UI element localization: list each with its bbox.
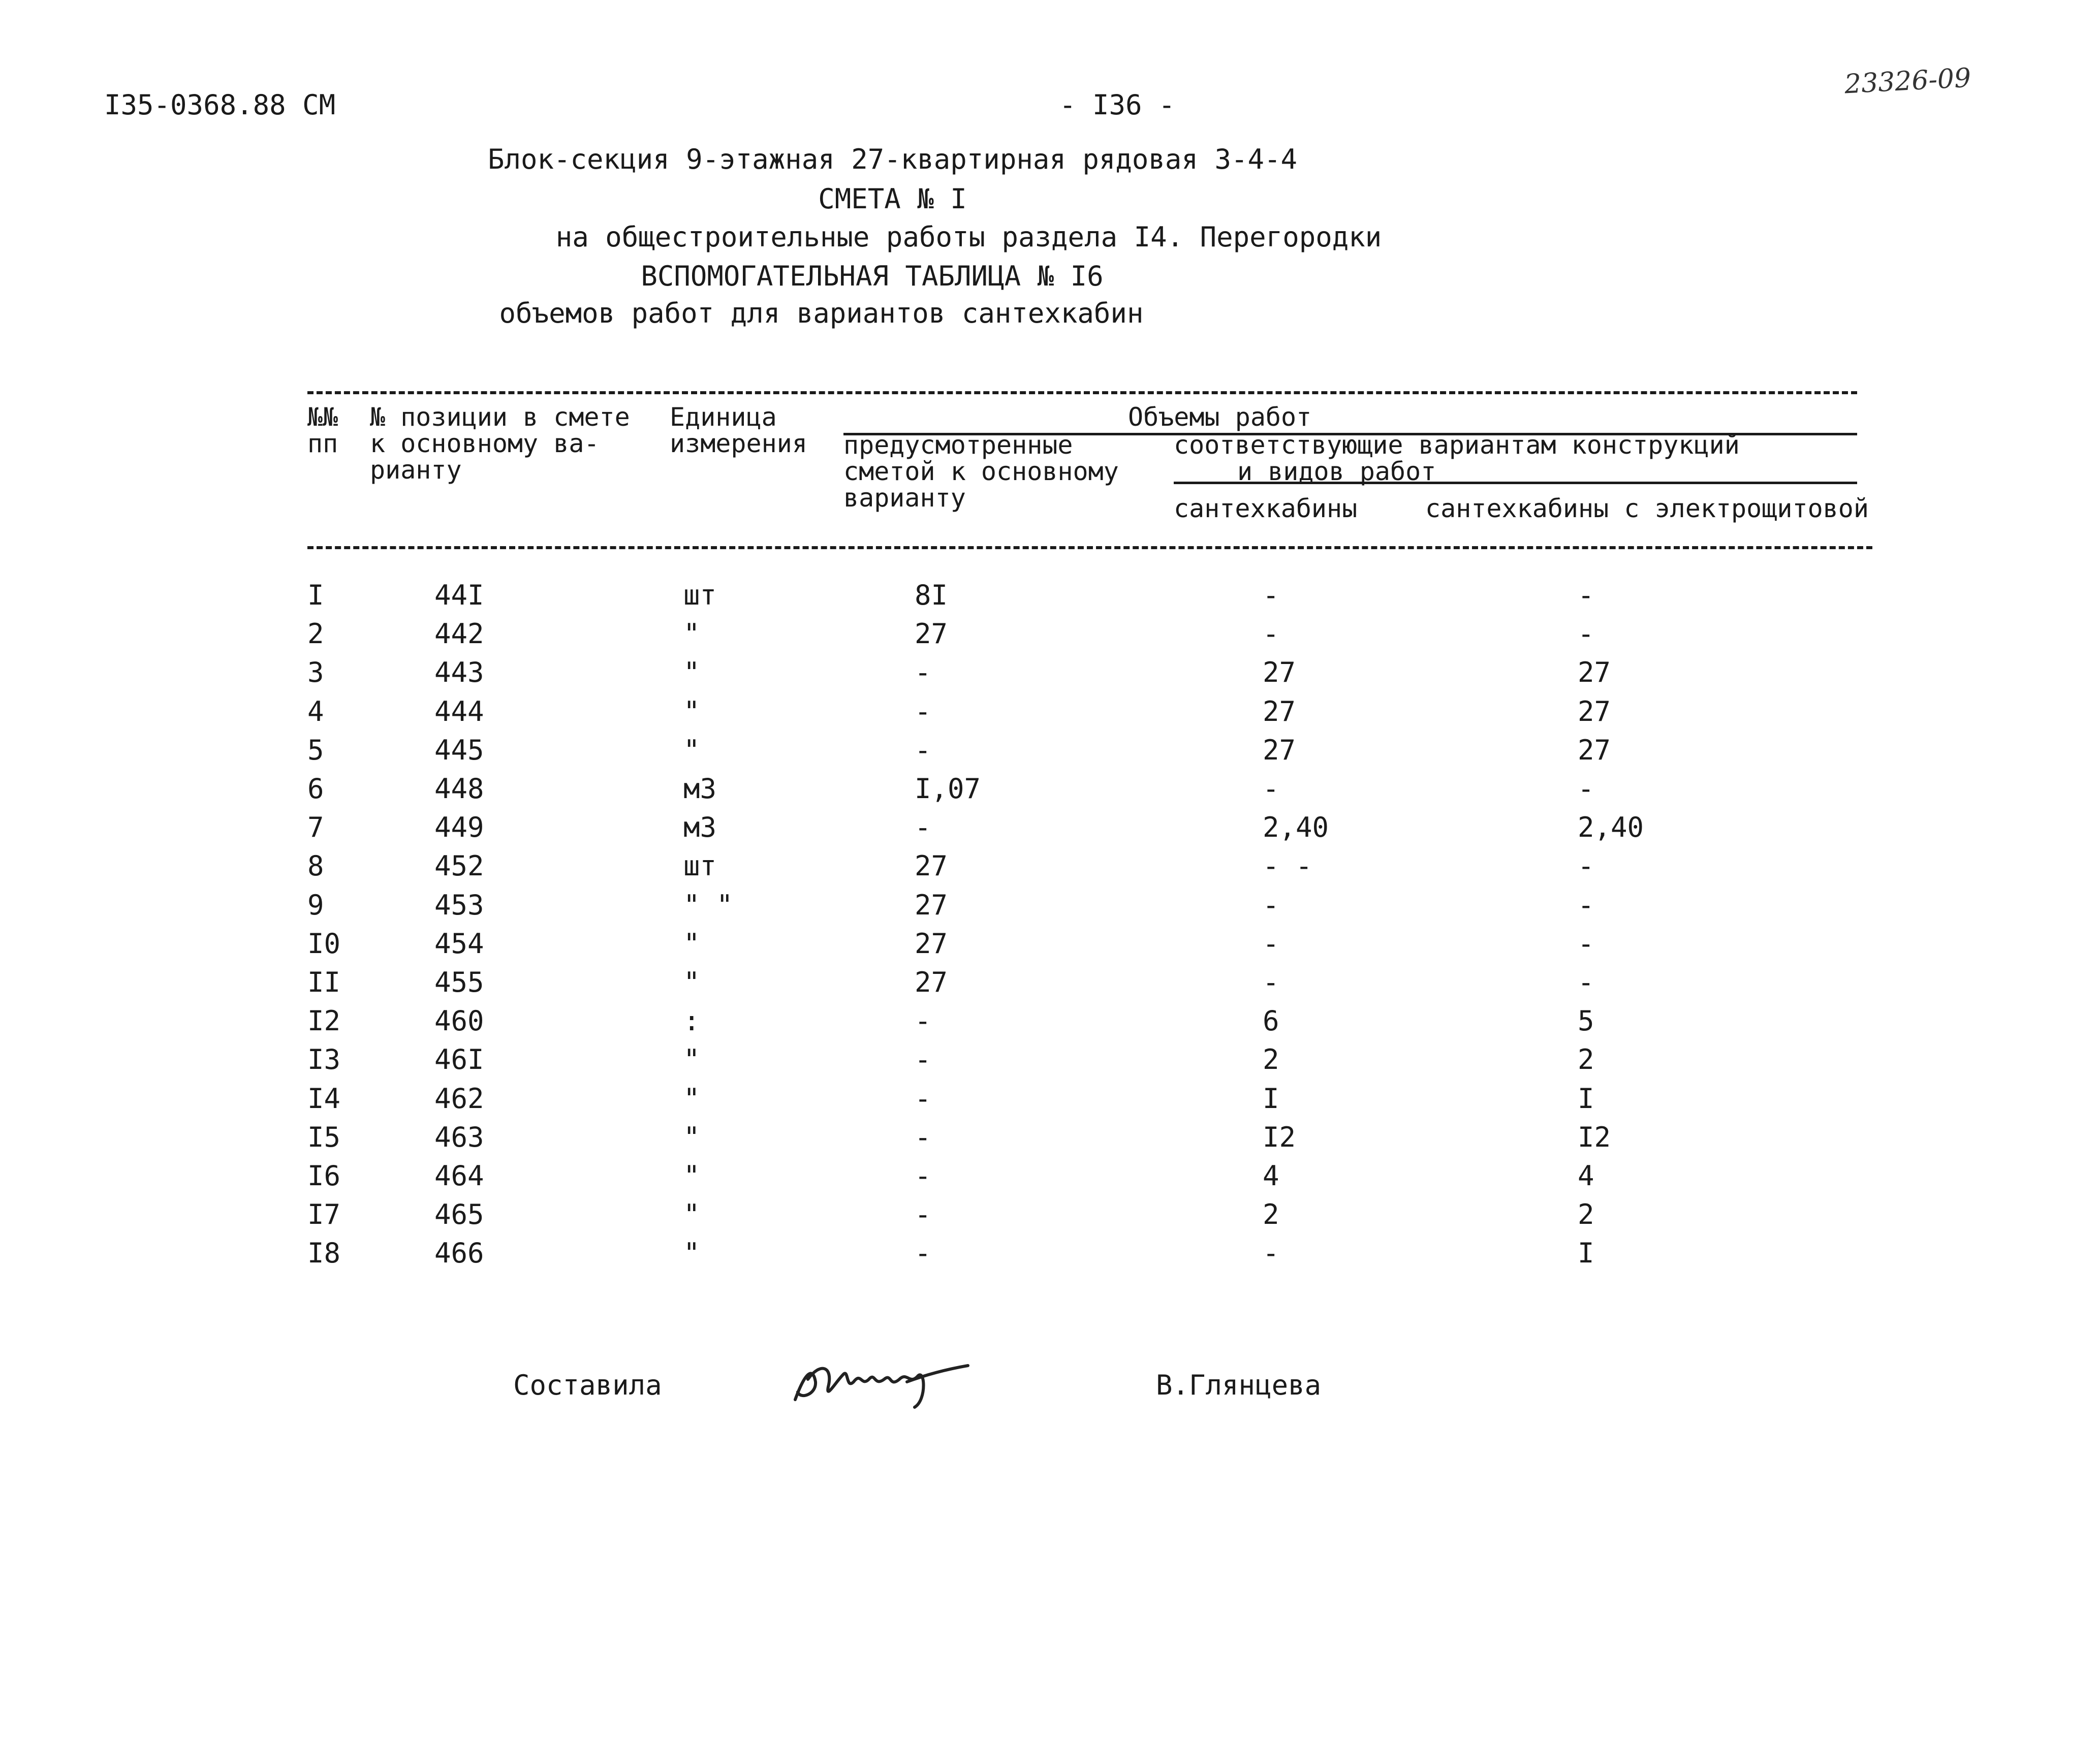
row-number: I8	[307, 1237, 341, 1270]
page-number: - I36 -	[1059, 89, 1175, 121]
table-header-bottom-rule	[307, 546, 1872, 549]
row-number: I5	[307, 1121, 341, 1153]
row-variant-cabins-electric: -	[1578, 889, 1594, 921]
row-base-volume: -	[915, 1160, 931, 1192]
header-position: № позиции в смете к основному ва- рианту	[370, 402, 630, 485]
row-base-volume: -	[915, 1198, 931, 1231]
row-variant-cabins: -	[1263, 927, 1279, 960]
row-base-volume: -	[915, 695, 931, 727]
row-number: 3	[307, 656, 324, 689]
row-unit: "	[683, 1121, 700, 1153]
header-unit: Единица измерения	[670, 402, 807, 458]
row-unit: " "	[683, 889, 733, 921]
row-variant-cabins: -	[1263, 773, 1279, 805]
table-row	[0, 734, 2100, 773]
row-unit: шт	[683, 850, 717, 882]
row-position: 454	[434, 927, 484, 960]
row-number: 4	[307, 695, 324, 727]
row-unit: "	[683, 734, 700, 766]
row-variant-cabins: 2,40	[1263, 811, 1329, 844]
row-base-volume: -	[915, 811, 931, 844]
row-variant-cabins: 6	[1263, 1005, 1279, 1037]
row-position: 466	[434, 1237, 484, 1270]
title-aux-table-subject: объемов работ для вариантов сантехкабин	[499, 297, 1144, 329]
row-variant-cabins: 2	[1263, 1043, 1279, 1076]
row-position: 46I	[434, 1043, 484, 1076]
table-row	[0, 1121, 2100, 1160]
row-number: 7	[307, 811, 324, 844]
header-volumes: Объемы работ	[1128, 402, 1312, 432]
table-row	[0, 928, 2100, 966]
row-variant-cabins: -	[1263, 618, 1279, 650]
row-variant-cabins: -	[1263, 889, 1279, 921]
row-number: 5	[307, 734, 324, 766]
row-unit: "	[683, 966, 700, 998]
row-variant-cabins: -	[1263, 1237, 1279, 1270]
row-variant-cabins: -	[1263, 966, 1279, 998]
row-base-volume: -	[915, 734, 931, 766]
row-variant-cabins-electric: 2	[1578, 1043, 1594, 1076]
table-row	[0, 1083, 2100, 1121]
compiled-by-label: Составила	[513, 1369, 662, 1401]
row-base-volume: -	[915, 656, 931, 689]
row-variant-cabins: I2	[1263, 1121, 1296, 1153]
row-position: 463	[434, 1121, 484, 1153]
row-position: 460	[434, 1005, 484, 1037]
header-num: №№ пп	[307, 402, 338, 458]
row-unit: :	[683, 1005, 700, 1037]
header-variants: соответствующие вариантам конструкций и видов работ	[1174, 430, 1740, 486]
table-top-rule	[307, 391, 1857, 394]
row-position: 462	[434, 1082, 484, 1115]
row-number: I6	[307, 1160, 341, 1192]
table-row	[0, 773, 2100, 811]
row-unit: "	[683, 695, 700, 727]
row-variant-cabins: 27	[1263, 656, 1296, 689]
title-estimate-subject: на общестроительные работы раздела I4. Перегородки	[555, 221, 1382, 253]
row-position: 455	[434, 966, 484, 998]
header-variant-cabins: сантехкабины	[1174, 494, 1358, 523]
table-row	[0, 579, 2100, 618]
row-variant-cabins-electric: 27	[1578, 695, 1611, 727]
row-number: 6	[307, 773, 324, 805]
row-variant-cabins-electric: -	[1578, 579, 1594, 611]
row-position: 444	[434, 695, 484, 727]
row-unit: "	[683, 927, 700, 960]
row-base-volume: 27	[915, 966, 948, 998]
row-variant-cabins-electric: -	[1578, 966, 1594, 998]
row-variant-cabins-electric: -	[1578, 850, 1594, 882]
row-position: 465	[434, 1198, 484, 1231]
row-variant-cabins: I	[1263, 1082, 1279, 1115]
table-row	[0, 1043, 2100, 1082]
title-aux-table: ВСПОМОГАТЕЛЬНАЯ ТАБЛИЦА № I6	[641, 260, 1104, 292]
row-variant-cabins-electric: 2	[1578, 1198, 1594, 1231]
header-base-variant: предусмотренные сметой к основному варианту	[843, 430, 1119, 513]
row-number: I	[307, 579, 324, 611]
row-base-volume: 27	[915, 618, 948, 650]
document-code: I35-0368.88 СМ	[104, 89, 336, 121]
row-unit: м3	[683, 811, 717, 844]
row-unit: м3	[683, 773, 717, 805]
row-base-volume: -	[915, 1005, 931, 1037]
compiler-name: В.Глянцева	[1156, 1369, 1322, 1401]
row-variant-cabins-electric: -	[1578, 927, 1594, 960]
table-row	[0, 618, 2100, 656]
row-number: I0	[307, 927, 341, 960]
title-estimate: СМЕТА № I	[818, 183, 967, 215]
row-variant-cabins: -	[1263, 579, 1279, 611]
header-variant-cabins-electric: сантехкабины с электрощитовой	[1425, 494, 1869, 523]
row-number: II	[307, 966, 341, 998]
title-block-section: Блок-секция 9-этажная 27-квартирная рядовая 3-4-4	[487, 143, 1298, 175]
row-unit: "	[683, 1160, 700, 1192]
row-unit: "	[683, 618, 700, 650]
signature	[785, 1351, 978, 1412]
row-variant-cabins: 27	[1263, 695, 1296, 727]
row-number: 8	[307, 850, 324, 882]
table-row	[0, 1237, 2100, 1276]
row-variant-cabins-electric: -	[1578, 618, 1594, 650]
table-row	[0, 1005, 2100, 1043]
row-number: I4	[307, 1082, 341, 1115]
handwritten-note: 23326-09	[1843, 62, 1972, 100]
row-base-volume: 8I	[915, 579, 948, 611]
row-variant-cabins-electric: 2,40	[1578, 811, 1644, 844]
row-base-volume: -	[915, 1082, 931, 1115]
row-unit: "	[683, 1237, 700, 1270]
row-unit: шт	[683, 579, 717, 611]
row-position: 464	[434, 1160, 484, 1192]
row-number: 2	[307, 618, 324, 650]
row-variant-cabins-electric: I2	[1578, 1121, 1611, 1153]
row-base-volume: -	[915, 1121, 931, 1153]
table-row	[0, 850, 2100, 889]
table-row	[0, 656, 2100, 695]
row-base-volume: -	[915, 1237, 931, 1270]
row-base-volume: 27	[915, 850, 948, 882]
row-variant-cabins-electric: I	[1578, 1237, 1594, 1270]
row-base-volume: 27	[915, 927, 948, 960]
table-row	[0, 889, 2100, 928]
row-unit: "	[683, 1198, 700, 1231]
table-row	[0, 695, 2100, 734]
row-number: I2	[307, 1005, 341, 1037]
row-position: 453	[434, 889, 484, 921]
row-base-volume: I,07	[915, 773, 981, 805]
row-position: 443	[434, 656, 484, 689]
row-variant-cabins-electric: -	[1578, 773, 1594, 805]
row-variant-cabins-electric: 27	[1578, 656, 1611, 689]
row-unit: "	[683, 1043, 700, 1076]
row-variant-cabins: 27	[1263, 734, 1296, 766]
row-variant-cabins-electric: 27	[1578, 734, 1611, 766]
row-position: 445	[434, 734, 484, 766]
row-position: 442	[434, 618, 484, 650]
row-position: 452	[434, 850, 484, 882]
table-row	[0, 1160, 2100, 1198]
row-base-volume: 27	[915, 889, 948, 921]
table-row	[0, 811, 2100, 850]
row-variant-cabins: 2	[1263, 1198, 1279, 1231]
row-number: I7	[307, 1198, 341, 1231]
row-variant-cabins-electric: 4	[1578, 1160, 1594, 1192]
row-variant-cabins: 4	[1263, 1160, 1279, 1192]
row-base-volume: -	[915, 1043, 931, 1076]
row-variant-cabins-electric: I	[1578, 1082, 1594, 1115]
row-position: 448	[434, 773, 484, 805]
table-row	[0, 1198, 2100, 1237]
table-row	[0, 966, 2100, 1005]
row-position: 449	[434, 811, 484, 844]
row-number: I3	[307, 1043, 341, 1076]
row-variant-cabins-electric: 5	[1578, 1005, 1594, 1037]
row-unit: "	[683, 656, 700, 689]
row-number: 9	[307, 889, 324, 921]
row-position: 44I	[434, 579, 484, 611]
row-variant-cabins: - -	[1263, 850, 1312, 882]
row-unit: "	[683, 1082, 700, 1115]
